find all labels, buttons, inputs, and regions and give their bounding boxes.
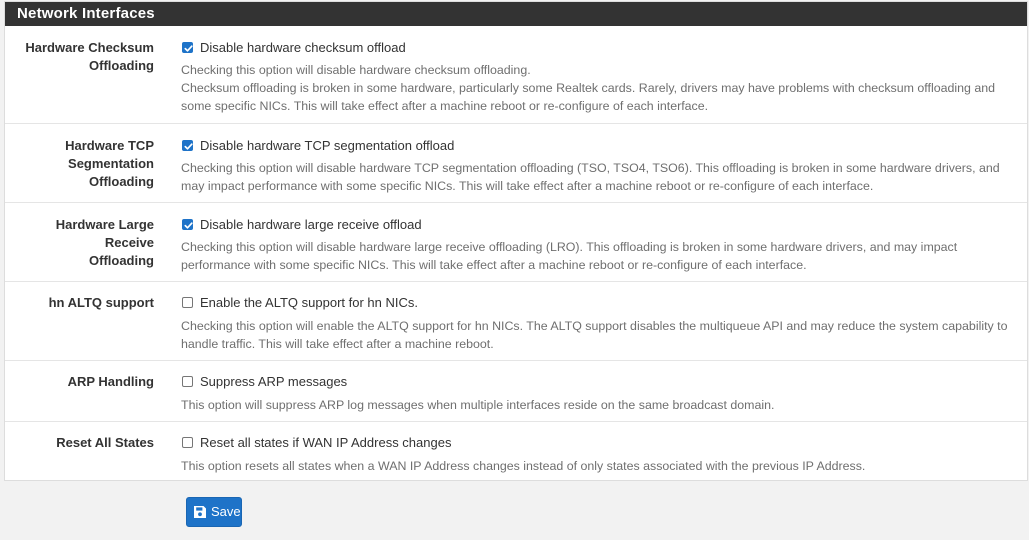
- checkbox-label[interactable]: Disable hardware checksum offload: [200, 40, 406, 55]
- help-text: Checking this option will disable hardware large receive offloading (LRO). This offloading is broken in some hardware drivers, and may impact performance with some specific NICs. This will take effect after a machine reboot or re-configure of each interface.: [181, 240, 958, 272]
- save-icon: [193, 505, 207, 519]
- setting-label: hn ALTQ support: [48, 295, 154, 310]
- setting-row-reset-all-states: [5, 422, 1027, 480]
- network-interfaces-panel: [4, 1, 1028, 481]
- help-text: Checking this option will enable the ALTQ support for hn NICs. The ALTQ support disables the multiqueue API and may reduce the system capability to handle traffic. This will take effect after a machine reboot.: [181, 319, 1008, 351]
- setting-row-hn-altq-support: [5, 282, 1027, 361]
- save-button-label: Save: [211, 504, 241, 519]
- suppress-arp-messages-checkbox[interactable]: [182, 376, 193, 387]
- help-text: Checking this option will disable hardware TCP segmentation offloading (TSO, TSO4, TSO6). This offloading is broken in some hardware drivers, and may impact performance with some specific NICs. This will take effect after a machine reboot or re-configure of each interface.: [181, 161, 1000, 193]
- setting-row-hardware-large-receive: [5, 203, 1027, 282]
- setting-label: Reset All States: [56, 435, 154, 450]
- help-text: This option resets all states when a WAN IP Address changes instead of only states associated with the previous IP Address.: [181, 459, 866, 473]
- enable-altq-hn-checkbox[interactable]: [182, 297, 193, 308]
- setting-label: Hardware TCP Segmentation Offloading: [65, 138, 154, 189]
- disable-large-receive-offload-checkbox[interactable]: [182, 219, 193, 230]
- save-button[interactable]: [186, 497, 242, 527]
- checkbox-label[interactable]: Enable the ALTQ support for hn NICs.: [200, 295, 418, 310]
- reset-states-wan-ip-checkbox[interactable]: [182, 437, 193, 448]
- setting-label: Hardware Large Receive Offloading: [55, 217, 154, 268]
- checkbox-label[interactable]: Suppress ARP messages: [200, 374, 348, 389]
- setting-row-hardware-checksum: [5, 26, 1027, 124]
- disable-tcp-segmentation-offload-checkbox[interactable]: [182, 140, 193, 151]
- setting-label: ARP Handling: [67, 374, 154, 389]
- help-text: Checking this option will disable hardware checksum offloading. Checksum offloading is broken in some hardware, particularly some Realtek cards. Rarely, drivers may have problems with checksum offloading and some specific NICs. This will take effect after a machine reboot or re-configure of each interface.: [181, 63, 996, 113]
- panel-title: Network Interfaces: [5, 2, 1027, 26]
- checkbox-label[interactable]: Disable hardware large receive offload: [200, 217, 422, 232]
- help-text: This option will suppress ARP log messages when multiple interfaces reside on the same broadcast domain.: [181, 398, 775, 412]
- checkbox-label[interactable]: Reset all states if WAN IP Address changes: [200, 435, 452, 450]
- setting-label: Hardware Checksum Offloading: [25, 40, 154, 73]
- checkbox-label[interactable]: Disable hardware TCP segmentation offload: [200, 138, 455, 153]
- disable-checksum-offload-checkbox[interactable]: [182, 42, 193, 53]
- setting-row-arp-handling: [5, 361, 1027, 422]
- setting-row-hardware-tcp-segmentation: [5, 124, 1027, 203]
